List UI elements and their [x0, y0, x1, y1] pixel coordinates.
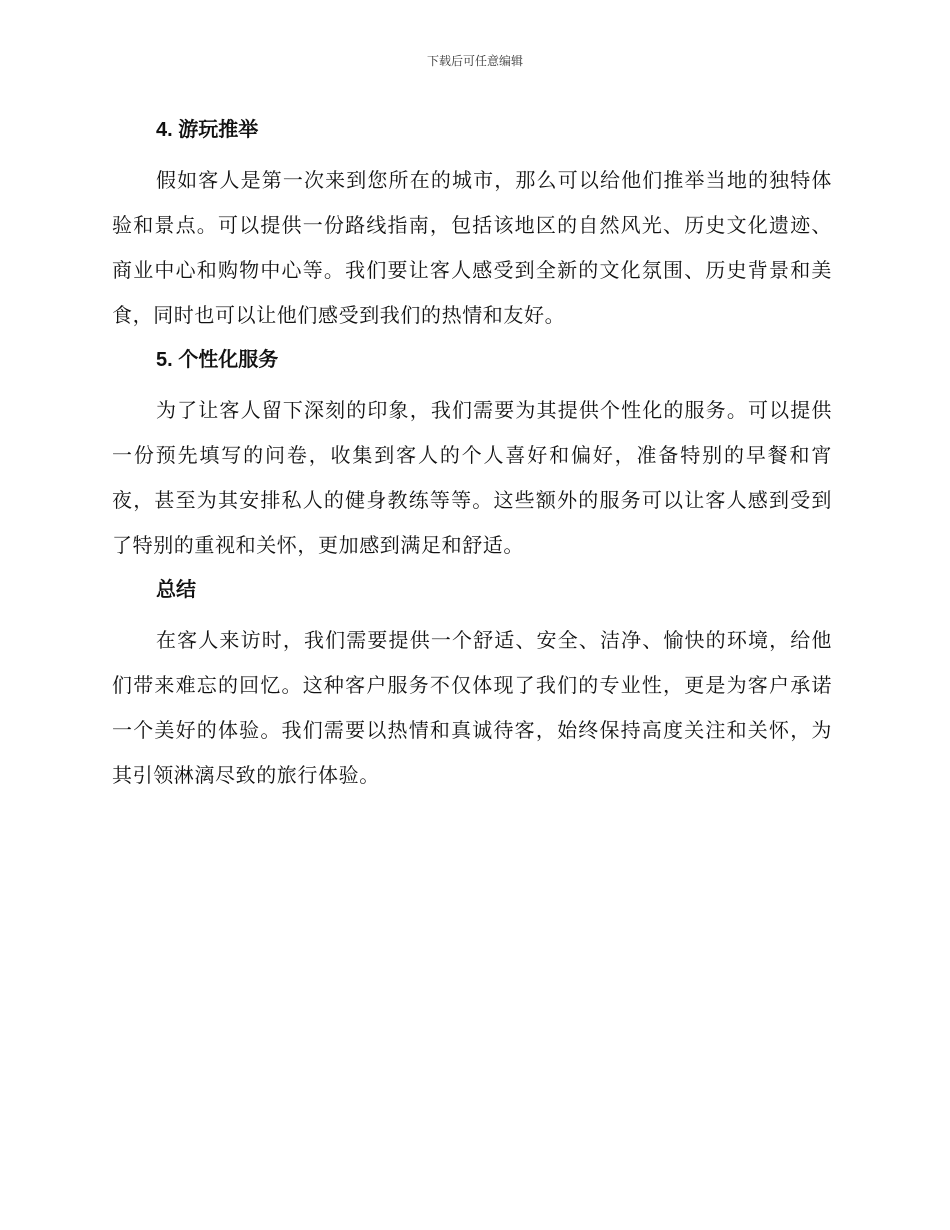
section-paragraph-sightseeing: 假如客人是第一次来到您所在的城市，那么可以给他们推举当地的独特体验和景点。可以提供一份路线指南，包括该地区的自然风光、历史文化遗迹、商业中心和购物中心等。我们要让客人感受到全新的文化氛围、历史背景和美食，同时也可以让他们感受到我们的热情和友好。 — [112, 168, 832, 327]
section-heading-sightseeing: 4. 游玩推举 — [156, 119, 259, 141]
section-paragraph-summary: 在客人来访时，我们需要提供一个舒适、安全、洁净、愉快的环境，给他们带来难忘的回忆。这种客户服务不仅体现了我们的专业性，更是为客户承诺一个美好的体验。我们需要以热情和真诚待客，始终保持高度关注和关怀，为其引领淋漓尽致的旅行体验。 — [112, 628, 832, 787]
section-heading-personalized-service: 5. 个性化服务 — [156, 349, 279, 371]
document-body — [112, 108, 832, 801]
page-header-note: 下载后可任意编辑 — [426, 54, 523, 68]
section-heading-summary: 总结 — [156, 579, 196, 601]
section-paragraph-personalized-service: 为了让客人留下深刻的印象，我们需要为其提供个性化的服务。可以提供一份预先填写的问卷，收集到客人的个人喜好和偏好，准备特别的早餐和宵夜，甚至为其安排私人的健身教练等等。这些额外的服务可以让客人感到受到了特别的重视和关怀，更加感到满足和舒适。 — [112, 398, 832, 557]
